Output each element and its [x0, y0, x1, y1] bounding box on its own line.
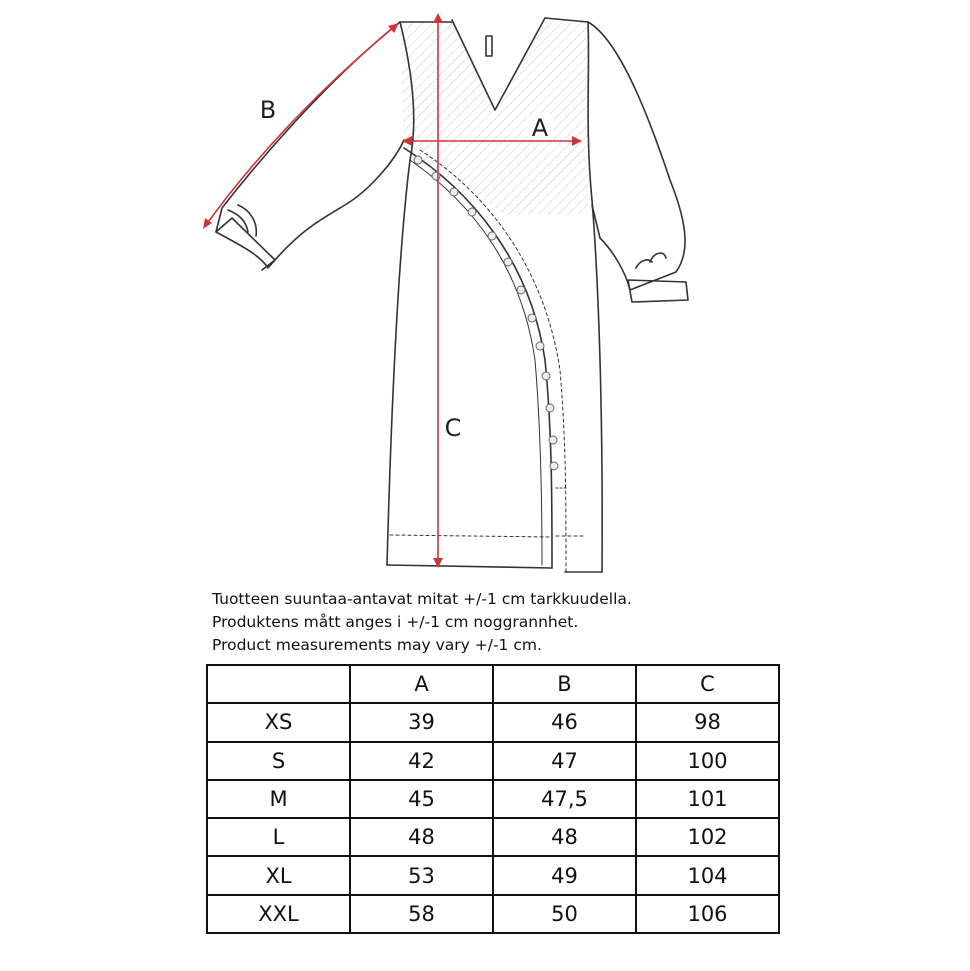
value-b-cell: 50 [493, 895, 636, 933]
size-cell: M [207, 780, 350, 818]
value-a-cell: 45 [350, 780, 493, 818]
value-c-cell: 100 [636, 742, 779, 780]
value-c-cell: 102 [636, 818, 779, 856]
table-row [207, 780, 779, 818]
label-c: C [444, 414, 462, 442]
note-swedish: Produktens mått anges i +/-1 cm noggrannhet. [212, 613, 579, 631]
neck-label [486, 36, 492, 56]
value-b-cell: 47 [493, 742, 636, 780]
table-row [207, 703, 779, 741]
value-b-cell: 47,5 [493, 780, 636, 818]
value-c-cell: 101 [636, 780, 779, 818]
label-b: B [259, 96, 277, 124]
left-sleeve [216, 22, 404, 268]
measurement-notes [212, 588, 832, 657]
dress-right-side [588, 22, 602, 572]
table-row [207, 818, 779, 856]
right-sleeve [588, 22, 685, 290]
value-a-cell: 39 [350, 703, 493, 741]
value-c-cell: 98 [636, 703, 779, 741]
header-size [207, 665, 350, 703]
size-chart-table [206, 664, 780, 934]
value-a-cell: 42 [350, 742, 493, 780]
header-b: B [493, 665, 636, 703]
value-a-cell: 53 [350, 856, 493, 894]
value-b-cell: 48 [493, 818, 636, 856]
table-header-row [207, 665, 779, 703]
value-a-cell: 58 [350, 895, 493, 933]
size-cell: L [207, 818, 350, 856]
size-cell: XS [207, 703, 350, 741]
label-a: A [531, 114, 549, 142]
table-row [207, 742, 779, 780]
measure-b-arrow [206, 27, 394, 225]
size-cell: XXL [207, 895, 350, 933]
value-b-cell: 49 [493, 856, 636, 894]
value-b-cell: 46 [493, 703, 636, 741]
table-row [207, 856, 779, 894]
table-row [207, 895, 779, 933]
size-cell: S [207, 742, 350, 780]
note-finnish: Tuotteen suuntaa-antavat mitat +/-1 cm tarkkuudella. [212, 590, 632, 608]
value-c-cell: 104 [636, 856, 779, 894]
header-c: C [636, 665, 779, 703]
bodice-hatch [400, 22, 588, 215]
size-cell: XL [207, 856, 350, 894]
header-a: A [350, 665, 493, 703]
note-english: Product measurements may vary +/-1 cm. [212, 636, 542, 654]
value-c-cell: 106 [636, 895, 779, 933]
value-a-cell: 48 [350, 818, 493, 856]
